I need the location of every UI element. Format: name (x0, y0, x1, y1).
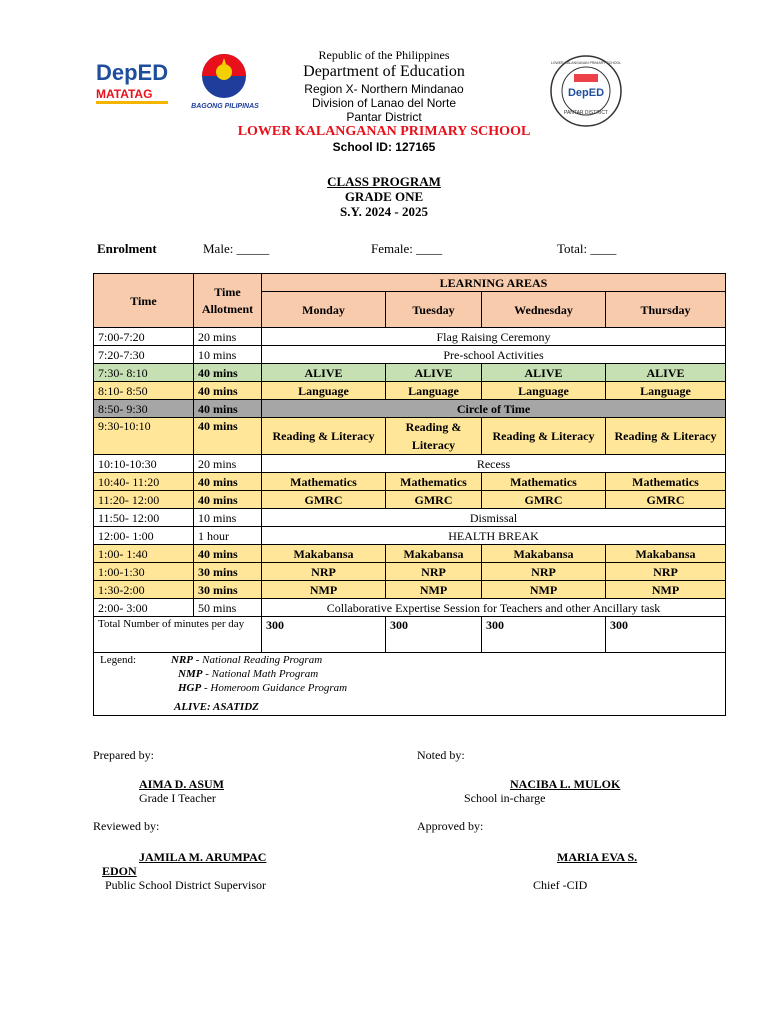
row-cell: NRP (606, 563, 726, 581)
row-time: 7:20-7:30 (94, 346, 194, 364)
enrolment-male: Male: _____ (203, 241, 270, 256)
totals-row (94, 617, 726, 653)
letterhead (200, 48, 568, 154)
total-tuesday: 300 (386, 617, 482, 653)
enrolment-total: Total: ____ (557, 241, 617, 256)
noted-label: Noted by: (417, 748, 465, 762)
row-cell: NMP (482, 581, 606, 599)
reviewed-name-line2: EDON (102, 864, 137, 878)
legend-nmp: NMP - National Math Program (178, 668, 319, 680)
row-allotment: 30 mins (194, 581, 262, 599)
approved-name: MARIA EVA S. (557, 850, 638, 864)
row-time: 2:00- 3:00 (94, 599, 194, 617)
row-cell: GMRC (482, 491, 606, 509)
prepared-title: Grade I Teacher (139, 791, 216, 805)
row-allotment: 30 mins (194, 563, 262, 581)
row-time: 12:00- 1:00 (94, 527, 194, 545)
legend-cell (94, 653, 726, 716)
row-allotment: 40 mins (194, 473, 262, 491)
header-monday: Monday (262, 292, 386, 328)
row-time: 7:00-7:20 (94, 328, 194, 346)
row-allotment: 1 hour (194, 527, 262, 545)
row-time: 1:00- 1:40 (94, 545, 194, 563)
row-cell: NRP (386, 563, 482, 581)
row-cell: ALIVE (606, 364, 726, 382)
row-allotment: 10 mins (194, 346, 262, 364)
row-cell: NMP (262, 581, 386, 599)
reviewed-label: Reviewed by: (93, 819, 160, 833)
title-grade: GRADE ONE (344, 189, 424, 204)
enrolment-female: Female: ____ (371, 241, 443, 256)
enrolment-label: Enrolment (97, 241, 157, 256)
row-cell: Makabansa (262, 545, 386, 563)
row-allotment: 50 mins (194, 599, 262, 617)
row-activity: Recess (262, 455, 726, 473)
row-cell: ALIVE (386, 364, 482, 382)
noted-name: NACIBA L. MULOK (510, 777, 621, 791)
total-monday: 300 (262, 617, 386, 653)
reviewed-name-line1: JAMILA M. ARUMPAC (139, 850, 267, 864)
row-allotment: 40 mins (194, 545, 262, 563)
row-allotment: 40 mins (194, 382, 262, 400)
row-cell: GMRC (386, 491, 482, 509)
total-wednesday: 300 (482, 617, 606, 653)
table-row (94, 400, 726, 418)
row-activity: Dismissal (262, 509, 726, 527)
matatag-text: MATATAG (96, 87, 153, 101)
row-time: 9:30-10:10 (94, 418, 194, 455)
row-allotment: 10 mins (194, 509, 262, 527)
school-id: School ID: 127165 (332, 140, 436, 154)
header-time: Time (94, 274, 194, 328)
row-cell: Mathematics (606, 473, 726, 491)
department-line: Department of Education (303, 63, 465, 80)
division-line: Division of Lanao del Norte (311, 96, 457, 110)
table-row (94, 527, 726, 545)
row-cell: GMRC (262, 491, 386, 509)
row-time: 11:20- 12:00 (94, 491, 194, 509)
header-tuesday: Tuesday (386, 292, 482, 328)
table-row (94, 364, 726, 382)
school-name: LOWER KALANGANAN PRIMARY SCHOOL (237, 124, 531, 139)
row-time: 10:40- 11:20 (94, 473, 194, 491)
title-class-program: CLASS PROGRAM (327, 174, 441, 189)
district-line: Pantar District (346, 110, 422, 124)
header-learning-areas: LEARNING AREAS (262, 274, 726, 292)
row-cell: GMRC (606, 491, 726, 509)
deped-matatag-logo (94, 54, 170, 108)
row-cell: NRP (262, 563, 386, 581)
row-cell: Mathematics (386, 473, 482, 491)
table-row (94, 328, 726, 346)
row-cell: Mathematics (262, 473, 386, 491)
legend-row (94, 653, 726, 716)
row-activity: Flag Raising Ceremony (262, 328, 726, 346)
row-cell: Language (482, 382, 606, 400)
row-cell: NMP (606, 581, 726, 599)
header-thursday: Thursday (606, 292, 726, 328)
table-row (94, 563, 726, 581)
table-row (94, 418, 726, 455)
reviewed-title: Public School District Supervisor (105, 878, 266, 892)
class-program-table (93, 273, 726, 716)
header-wednesday: Wednesday (482, 292, 606, 328)
table-row (94, 382, 726, 400)
row-allotment: 40 mins (194, 364, 262, 382)
table-row (94, 545, 726, 563)
row-allotment: 40 mins (194, 491, 262, 509)
total-minutes-label: Total Number of minutes per day (94, 617, 262, 653)
republic-line: Republic of the Philippines (318, 48, 450, 62)
row-allotment: 40 mins (194, 400, 262, 418)
row-allotment: 20 mins (194, 455, 262, 473)
row-time: 1:30-2:00 (94, 581, 194, 599)
bagong-pilipinas-text: BAGONG PILIPINAS (191, 103, 259, 110)
row-allotment: 40 mins (194, 418, 262, 455)
row-cell: ALIVE (482, 364, 606, 382)
row-cell: Language (386, 382, 482, 400)
row-time: 8:10- 8:50 (94, 382, 194, 400)
row-time: 7:30- 8:10 (94, 364, 194, 382)
table-row (94, 581, 726, 599)
row-activity: HEALTH BREAK (262, 527, 726, 545)
row-cell: Makabansa (482, 545, 606, 563)
document-title (200, 174, 568, 219)
table-row (94, 599, 726, 617)
row-time: 11:50- 12:00 (94, 509, 194, 527)
row-time: 1:00-1:30 (94, 563, 194, 581)
row-cell: Makabansa (386, 545, 482, 563)
header-time-allotment: Time Allotment (194, 274, 262, 328)
deped-text: DepED (96, 60, 169, 85)
approved-label: Approved by: (417, 819, 484, 833)
row-cell: Mathematics (482, 473, 606, 491)
seal-top-text: LOWER KALANGANAN PRIMARY SCHOOL (550, 61, 622, 65)
row-time: 8:50- 9:30 (94, 400, 194, 418)
table-row (94, 509, 726, 527)
table-row (94, 455, 726, 473)
row-cell: Makabansa (606, 545, 726, 563)
legend-alive: ALIVE: ASATIDZ (174, 701, 259, 713)
table-row (94, 473, 726, 491)
table-row (94, 491, 726, 509)
row-cell: Language (606, 382, 726, 400)
row-cell: Language (262, 382, 386, 400)
noted-title: School in-charge (464, 791, 546, 805)
prepared-label: Prepared by: (93, 748, 154, 762)
row-cell: Reading & Literacy (262, 418, 386, 455)
row-activity: Pre-school Activities (262, 346, 726, 364)
row-cell: ALIVE (262, 364, 386, 382)
row-cell: NRP (482, 563, 606, 581)
prepared-name: AIMA D. ASUM (139, 777, 225, 791)
seal-bottom-text: PANTAR DISTRICT (564, 110, 608, 116)
row-cell: Reading & Literacy (606, 418, 726, 455)
region-line: Region X- Northern Mindanao (304, 82, 464, 96)
row-cell: Reading & Literacy (482, 418, 606, 455)
legend-hgp: HGP - Homeroom Guidance Program (178, 682, 348, 694)
legend-nrp: NRP - National Reading Program (171, 654, 323, 666)
row-activity: Circle of Time (262, 400, 726, 418)
total-thursday: 300 (606, 617, 726, 653)
row-activity: Collaborative Expertise Session for Teachers and other Ancillary task (262, 599, 726, 617)
seal-center-text: DepED (567, 87, 605, 99)
approved-title: Chief -CID (533, 878, 588, 892)
title-school-year: S.Y. 2024 - 2025 (339, 204, 428, 219)
table-row (94, 346, 726, 364)
row-allotment: 20 mins (194, 328, 262, 346)
row-cell: Reading & Literacy (386, 418, 482, 455)
row-time: 10:10-10:30 (94, 455, 194, 473)
row-cell: NMP (386, 581, 482, 599)
legend-label: Legend: (100, 654, 137, 666)
